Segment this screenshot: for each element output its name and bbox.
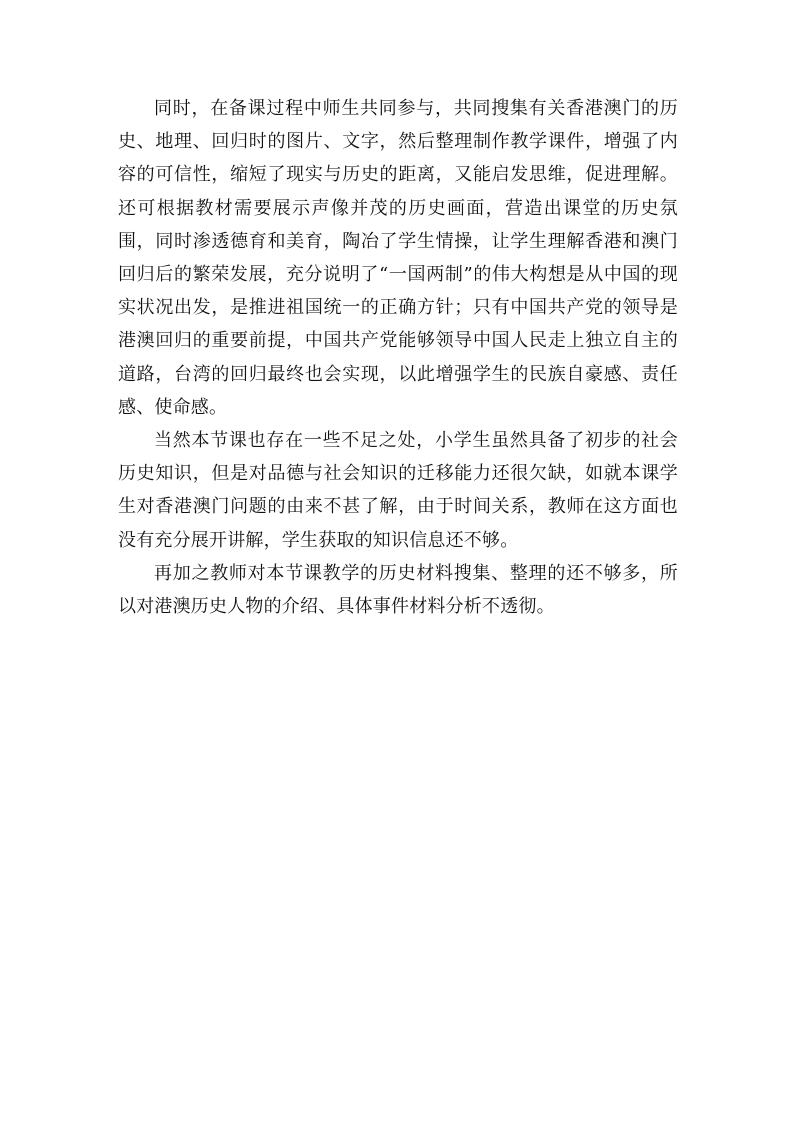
paragraph-1: 同时，在备课过程中师生共同参与，共同搜集有关香港澳门的历史、地理、回归时的图片、文字，然后整理制作教学课件，增强了内容的可信性，缩短了现实与历史的距离，又能启发思维，促进理解。还可根据教材需要展示声像并茂的历史画面，营造出课堂的历史氛围，同时渗透德育和美育，陶冶了学生情操，让学生理解香港和澳门回归后的繁荣发展，充分说明了“一国两制”的伟大构想是从中国的现实状况出发，是推进祖国统一的正确方针；只有中国共产党的领导是港澳回归的重要前提，中国共产党能够领导中国人民走上独立自主的道路，台湾的回归最终也会实现，以此增强学生的民族自豪感、责任感、使命感。 bbox=[118, 98, 678, 418]
paragraph-2: 当然本节课也存在一些不足之处，小学生虽然具备了初步的社会历史知识，但是对品德与社会知识的迁移能力还很欠缺，如就本课学生对香港澳门问题的由来不甚了解，由于时间关系，教师在这方面也没有充分展开讲解，学生获取的知识信息还不够。 bbox=[118, 430, 678, 551]
paragraph-3: 再加之教师对本节课教学的历史材料搜集、整理的还不够多，所以对港澳历史人物的介绍、具体事件材料分析不透彻。 bbox=[118, 562, 678, 618]
document-page bbox=[118, 92, 678, 623]
